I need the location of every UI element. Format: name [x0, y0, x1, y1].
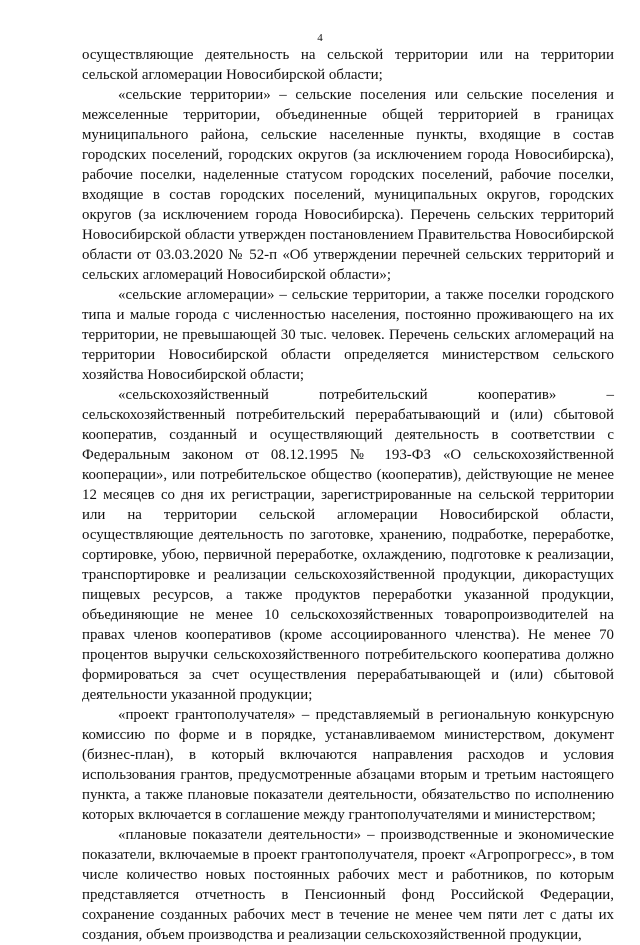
paragraph-continuation: осуществляющие деятельность на сельской территории или на территории сельской агломерации Новосибирской области;	[82, 47, 614, 83]
paragraph-rural-agglomerations: «сельские агломерации» – сельские территории, а также поселки городского типа и малые города с численностью населения, постоянно проживающего на их территории, не превышающей 30 тыс. человек. Перечень сельских агломераций на территории Новосибирской области определяется министерством сельского хозяйства Новосибирской области;	[82, 287, 614, 383]
page-number: 4	[317, 32, 323, 44]
paragraph-grantee-project: «проект грантополучателя» – представляемый в региональную конкурсную комиссию по форме и в порядке, устанавливаемом министерством, документ (бизнес-план), в который включаются направления расходов и условия использования грантов, предусмотренные абзацами вторым и третьим настоящего пункта, а также плановые показатели деятельности, обязательство по исполнению которых включается в соглашение между грантополучателями и министерством;	[82, 707, 614, 823]
paragraph-rural-territories: «сельские территории» – сельские поселения или сельские поселения и межселенные территории, объединенные общей территорией в границах муниципального района, сельские населенные пункты, входящие в состав городских поселений, городских округов (за исключением города Новосибирска), рабочие поселки, наделенные статусом городских поселений, рабочие поселки, входящие в состав городских поселений, муниципальных округов, городских округов (за исключением города Новосибирска). Перечень сельских территорий Новосибирской области утвержден постановлением Правительства Новосибирской области от 03.03.2020 № 52-п «Об утверждении перечней сельских территорий и сельских агломераций Новосибирской области»;	[82, 87, 614, 283]
paragraph-agricultural-cooperative: «сельскохозяйственный потребительский кооператив» – сельскохозяйственный потребительский перерабатывающий и (или) сбытовой кооператив, созданный и осуществляющий деятельность в соответствии с Федеральным законом от 08.12.1995 № 193-ФЗ «О сельскохозяйственной кооперации», или потребительское общество (кооператив), действующие не менее 12 месяцев со дня их регистрации, зарегистрированные на сельской территории или на территории сельской агломерации Новосибирской области, осуществляющие деятельность по заготовке, хранению, подработке, переработке, сортировке, убою, первичной переработке, охлаждению, подготовке к реализации, транспортировке и реализации сельскохозяйственной продукции, дикорастущих пищевых ресурсов, а также продуктов переработки указанной продукции, объединяющие не менее 10 сельскохозяйственных товаропроизводителей на правах членов кооперативов (кроме ассоциированного членства). Не менее 70 процентов выручки сельскохозяйственного потребительского кооператива должно формироваться за счет осуществления перерабатывающей и (или) сбытовой деятельности указанной продукции;	[82, 387, 614, 703]
document-body	[82, 45, 614, 945]
paragraph-planned-indicators: «плановые показатели деятельности» – производственные и экономические показатели, включаемые в проект грантополучателя, проект «Агропрогресс», в том числе количество новых постоянных рабочих мест и работников, по которым представляется отчетность в Пенсионный фонд Российской Федерации, сохранение созданных рабочих мест в течение не менее чем пяти лет с даты их создания, объем производства и реализации сельскохозяйственной продукции,	[82, 827, 614, 943]
